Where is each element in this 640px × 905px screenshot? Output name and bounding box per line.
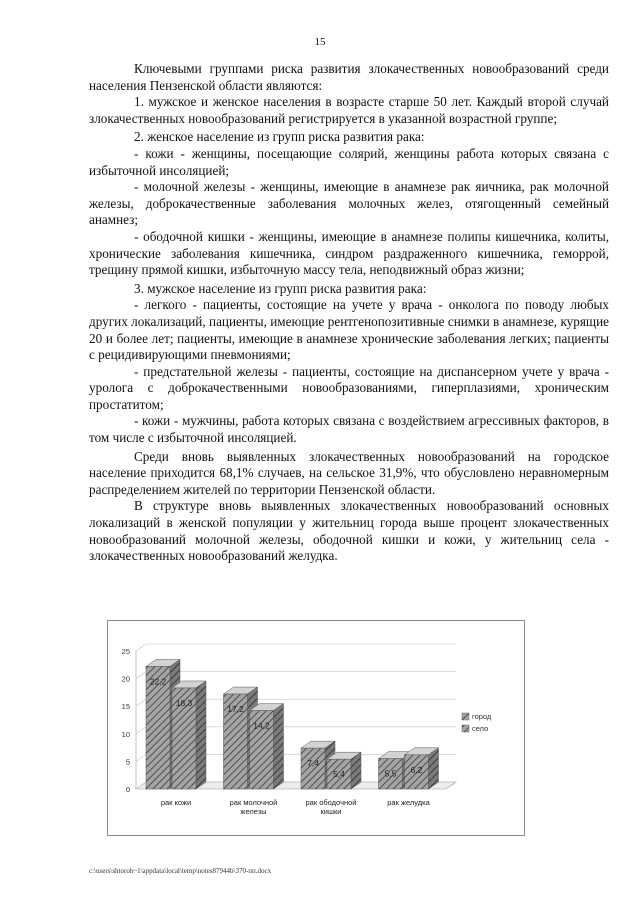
data-label: 5,4 (333, 769, 345, 780)
paragraph-male-prostate: - предстательной железы - пациенты, состоящие на диспансерном учете у врача - уролога с доброкачественными новообразованиями, гиперплазиями, хроническим простатитом; (89, 363, 609, 412)
paragraph-structure: В структуре вновь выявленных злокачественных новообразований основных локализаций в женской популяции у жительниц города выше процент злокачественных новообразований молочной железы, ободочной кишки и кожи, у жительниц села - злокачественных новообразований желудка. (89, 498, 609, 564)
x-category-label: железы (240, 807, 267, 816)
y-tick-label: 20 (121, 674, 130, 684)
x-category-label: рак молочной (229, 798, 278, 807)
document-body (89, 61, 609, 565)
gridline (136, 644, 456, 651)
x-category-label: кишки (320, 807, 342, 816)
bar-chart (107, 620, 525, 836)
y-tick-label: 0 (125, 785, 130, 794)
legend-swatch (462, 713, 469, 720)
page-number: 15 (314, 36, 326, 48)
legend-label: село (472, 724, 489, 733)
y-tick-label: 5 (125, 757, 130, 767)
paragraph-group-3: 3. мужское население из групп риска развития рака: (134, 280, 427, 296)
footer-file-path: c:\users\shtoroh~1\appdata\local\temp\notes87944b\370-пп.docx (89, 867, 272, 875)
paragraph-urban-rural: Среди вновь выявленных злокачественных новообразований на городское население приходится 68,1% случаев, на сельское 31,9%, что обусловлено неравномерным распределением жителей по территории Пензенской области. (89, 448, 609, 497)
legend-label: город (472, 712, 492, 721)
bar-village-side (274, 704, 284, 789)
paragraph-female-skin: - кожи - женщины, посещающие солярий, женщины работа которых связана с избыточной инсоляцией; (89, 145, 609, 178)
bar-village-side (196, 681, 206, 789)
paragraph-male-lung: - легкого - пациенты, состоящие на учете у врача - онколога по поводу любых других локализаций, пациенты, имеющие рентгенопозитивные снимки в анамнезе, курящие 20 и более лет; пациенты, имеющие в анамнезе хронические заболевания легких; пациенты с рецидивирующими пневмониями; (89, 297, 609, 363)
gridline (136, 672, 456, 679)
paragraph-male-skin: - кожи - мужчины, работа которых связана с воздействием агрессивных факторов, в том числе с избыточной инсоляцией. (89, 413, 609, 446)
x-category-label: рак кожи (160, 798, 192, 807)
data-label: 18,3 (175, 697, 193, 708)
legend-swatch (462, 725, 469, 732)
paragraph-group-2: 2. женское население из групп риска развития рака: (134, 129, 425, 145)
paragraph-female-breast: - молочной железы - женщины, имеющие в анамнезе рак яичника, рак молочной железы, доброкачественные заболевания молочных желез, отягощенный семейный анамнез; (89, 179, 609, 228)
bar-village-side (429, 748, 439, 789)
bar-chart-svg (108, 621, 524, 835)
paragraph-female-colon: - ободочной кишки - женщины, имеющие в анамнезе полипы кишечника, колиты, хронические заболевания кишечника, синдром раздраженного кишечника, геморрой, трещину прямой кишки, избыточную массу тела, неподвижный образ жизни; (89, 228, 609, 278)
data-label: 17,2 (227, 704, 244, 715)
paragraph-group-1: 1. мужское и женское населения в возрасте старше 50 лет. Каждый второй случай злокачественных новообразований регистрируется в указанной возрастной группе; (89, 94, 609, 126)
y-tick-label: 15 (121, 702, 130, 712)
data-label: 6,2 (410, 764, 423, 775)
y-tick-label: 10 (121, 729, 130, 739)
data-label: 14,2 (253, 720, 270, 731)
bar-city (301, 748, 325, 789)
x-category-label: рак желудка (387, 798, 430, 807)
data-label: 5,5 (384, 768, 397, 779)
paragraph-intro: Ключевыми группами риска развития злокачественных новообразований среди населения Пензенской области являются: (89, 61, 609, 93)
data-label: 22,2 (149, 676, 167, 687)
y-tick-label: 25 (121, 647, 130, 656)
data-label: 7,4 (307, 758, 319, 769)
x-category-label: рак ободочной (305, 798, 357, 807)
